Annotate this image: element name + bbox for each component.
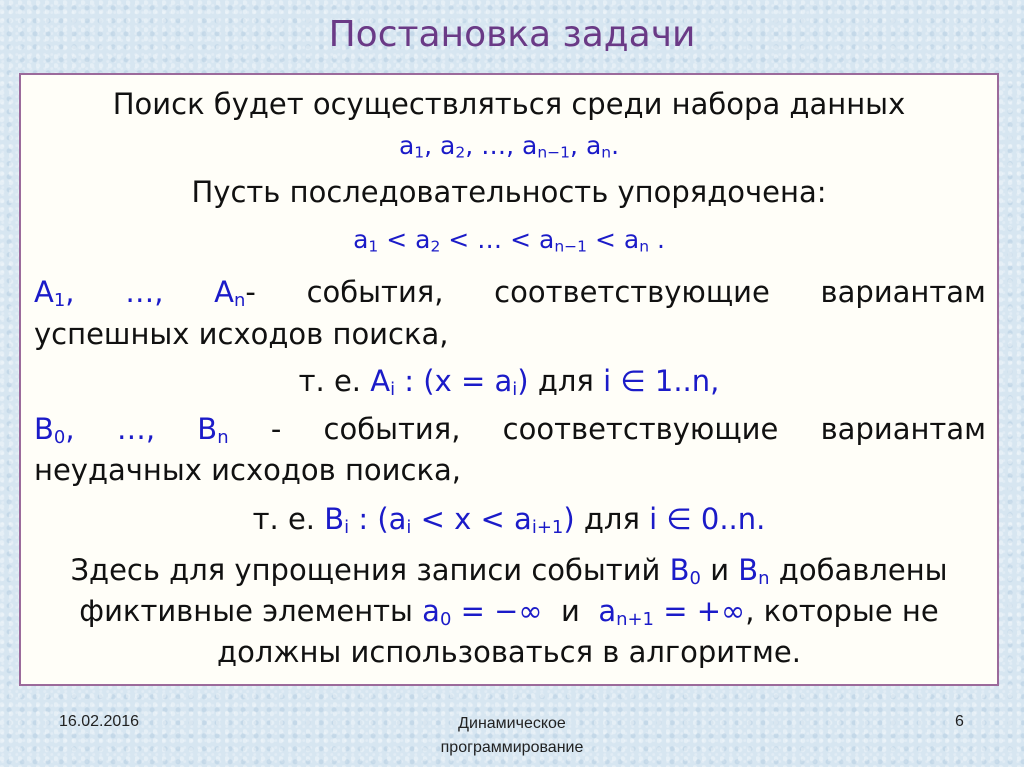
- footer-course: [412, 712, 612, 760]
- line-fictive-1: [21, 553, 997, 589]
- word-corresponding: соответствующие: [494, 275, 770, 309]
- text-and-2: и: [561, 594, 580, 628]
- formula-an-dash: $A_n-$: [214, 275, 256, 311]
- formula-bi-event: $B_i$ : $(a_i < x < a_{i+1})$: [324, 502, 575, 538]
- formula-a0: $a_0$ = −∞: [422, 594, 543, 630]
- dlya-label: для: [537, 364, 594, 398]
- formula-ai-event: $A_i$ : $(x = a_i)$: [370, 364, 529, 400]
- word-variants: вариантам: [820, 275, 986, 309]
- word-variants-b: вариантам: [820, 412, 986, 446]
- formula-ordering: $a_1 < a_2$ < … < $a_{n-1} < a_n$ .: [353, 225, 665, 256]
- formula-bn: $B_n$: [197, 412, 229, 448]
- text-which-not: , которые не: [745, 594, 939, 628]
- slide-title: Постановка задачи: [328, 14, 696, 55]
- content-box: [19, 73, 999, 686]
- dash: -: [270, 412, 282, 446]
- word-events: события,: [306, 275, 444, 309]
- line-sorted-statement: Пусть последовательность упорядочена:: [191, 175, 827, 209]
- text-added: добавлены: [778, 553, 948, 587]
- formula-i-range-success: i ∈ 1..n,: [603, 364, 720, 398]
- formula-ellipsis: …,: [125, 275, 164, 309]
- line-events-b: [34, 412, 986, 448]
- line-success-outcomes: успешных исходов поиска,: [34, 317, 449, 351]
- footer-date: 16.02.2016: [59, 713, 140, 730]
- formula-a1: $A_1$,: [34, 275, 75, 311]
- te-label-b: т. е.: [252, 502, 315, 536]
- line-search-intro: Поиск будет осуществляться среди набора данных: [112, 87, 906, 121]
- footer-course-line2: программирование: [440, 739, 584, 756]
- formula-bn-ref: $B_n$: [738, 553, 770, 589]
- line-failure-outcomes: неудачных исходов поиска,: [34, 453, 461, 487]
- line-success-definition: [21, 364, 997, 400]
- word-events-b: события,: [323, 412, 461, 446]
- formula-b0: $B_0$,: [34, 412, 75, 448]
- formula-an1: $a_{n+1}$ = +∞: [598, 594, 746, 630]
- footer-course-line1: Динамическое: [458, 715, 566, 732]
- footer-page-number: 6: [955, 713, 964, 730]
- formula-b0-ref: $B_0$: [669, 553, 701, 589]
- line-fictive-2: [21, 594, 997, 630]
- text-fictive-elements: фиктивные элементы: [79, 594, 413, 628]
- formula-i-range-failure: i ∈ 0..n.: [649, 502, 766, 536]
- word-corresponding-b: соответствующие: [502, 412, 779, 446]
- text-simplify: Здесь для упрощения записи событий: [70, 553, 661, 587]
- line-events-a: [34, 275, 986, 311]
- text-and: и: [710, 553, 730, 587]
- te-label: т. е.: [298, 364, 362, 398]
- formula-ellipsis-b: …,: [116, 412, 156, 446]
- formula-data-set: $a_1$, $a_2$, …, $a_{n-1}$, $a_n$.: [398, 131, 620, 162]
- line-fictive-3: должны использоваться в алгоритме.: [217, 635, 801, 669]
- dlya-label-b: для: [583, 502, 640, 536]
- line-failure-definition: [21, 502, 997, 538]
